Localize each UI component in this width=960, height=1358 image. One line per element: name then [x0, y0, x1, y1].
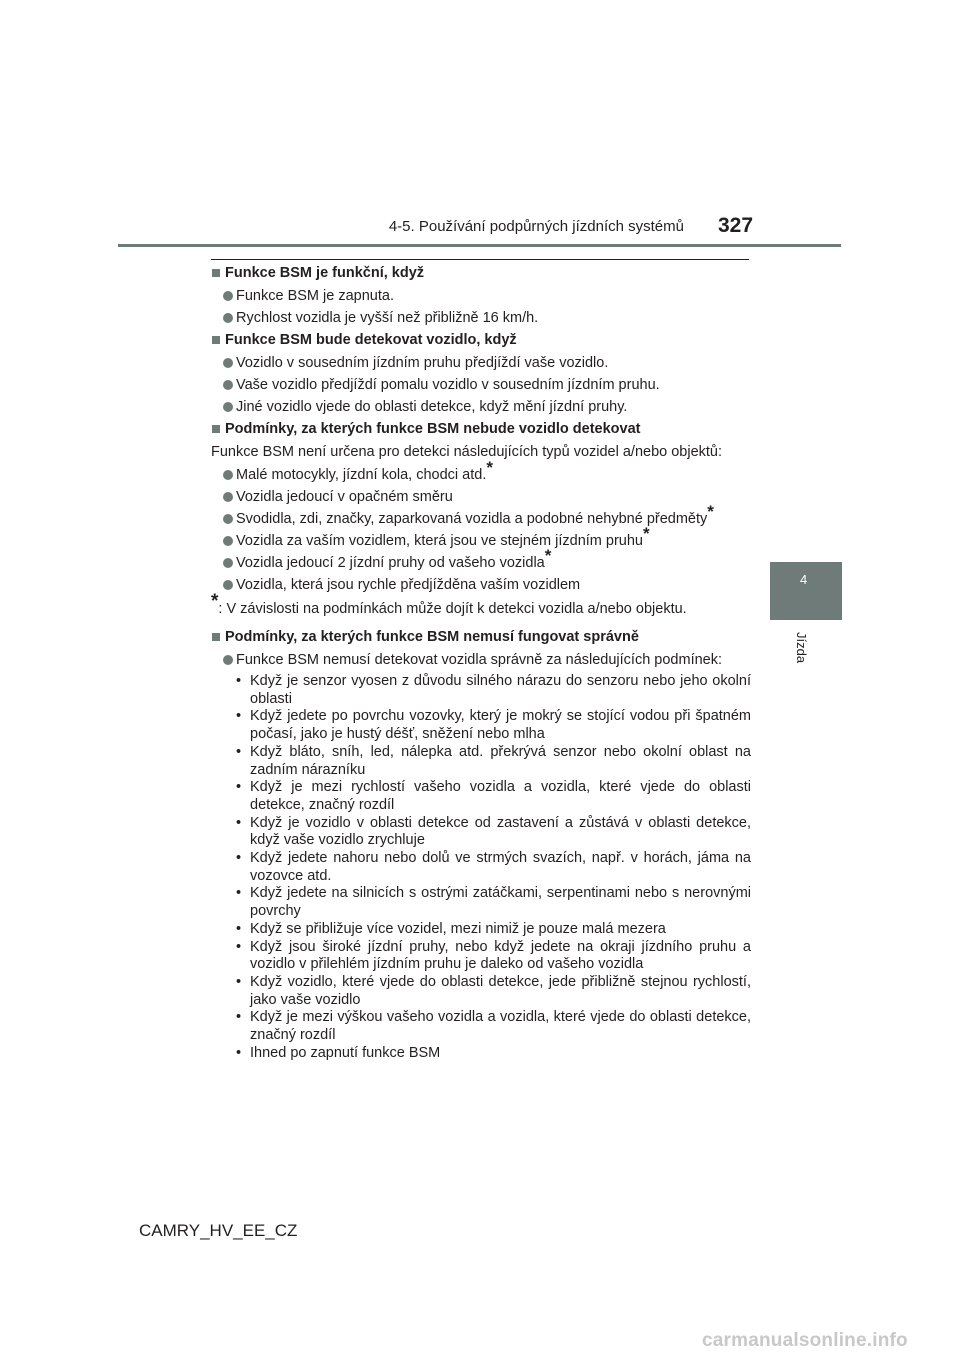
list-item-text: Vozidla jedoucí v opačném směru [236, 489, 453, 505]
section-heading [211, 420, 751, 438]
list-item-text: Funkce BSM je zapnuta. [236, 288, 394, 304]
condition-item: • Když jedete nahoru nebo dolů ve strmých svazích, např. v horách, jáma na vozovce atd. [234, 850, 751, 885]
square-bullet-icon [212, 633, 220, 641]
list-item [223, 376, 751, 394]
list-item-text: Vozidla jedoucí 2 jízdní pruhy od vašeho vozidla [236, 555, 545, 571]
circle-bullet-icon [223, 580, 233, 590]
list-item-text: Malé motocykly, jízdní kola, chodci atd. [236, 467, 487, 483]
circle-bullet-icon [223, 291, 233, 301]
condition-item: • Když bláto, sníh, led, nálepka atd. překrývá senzor nebo okolní oblast na zadním nárazníku [234, 744, 751, 779]
footnote-marker: * [707, 502, 714, 521]
list-item-text: Vozidlo v sousedním jízdním pruhu předjíždí vaše vozidlo. [236, 355, 609, 371]
condition-item: • Když vozidlo, které vjede do oblasti detekce, jede přibližně stejnou rychlostí, jako vaše vozidlo [234, 974, 751, 1009]
footnote-text: : V závislosti na podmínkách může dojít k detekci vozidla a/nebo objektu. [218, 601, 687, 617]
page-number: 327 [718, 214, 754, 237]
list-item-text: Rychlost vozidla je vyšší než přibližně 16 km/h. [236, 310, 539, 326]
footnote-marker: * [544, 546, 552, 565]
condition-item: • Když se přibližuje více vozidel, mezi nimiž je pouze malá mezera [234, 921, 751, 939]
watermark: carmanualsonline.info [702, 1330, 908, 1351]
section-heading [211, 264, 751, 282]
chapter-tab [770, 562, 842, 620]
circle-bullet-icon [223, 358, 233, 368]
condition-list [234, 673, 751, 1062]
condition-item: • Když jedete po povrchu vozovky, který je mokrý se stojící vodou při špatném počasí, jako je hustý déšť, sněžení nebo mlha [234, 708, 751, 743]
list-item [223, 524, 751, 550]
list-item [223, 287, 751, 305]
list-item-text: Svodidla, zdi, značky, zaparkovaná vozidla a podobné nehybné předměty [236, 511, 708, 527]
circle-bullet-icon [223, 536, 233, 546]
section-heading-text: Funkce BSM je funkční, když [225, 265, 425, 281]
square-bullet-icon [212, 269, 220, 277]
section-heading-text: Podmínky, za kterých funkce BSM nebude vozidlo detekovat [225, 421, 641, 437]
circle-bullet-icon [223, 380, 233, 390]
footnote-marker: * [642, 524, 650, 543]
chapter-label: Jízda [794, 632, 809, 664]
list-item-text: Vozidla za vaším vozidlem, která jsou ve stejném jízdním pruhu [236, 533, 643, 549]
footnote-marker: * [211, 591, 219, 612]
condition-item: • Když je mezi výškou vašeho vozidla a vozidla, které vjede do oblasti detekce, značný rozdíl [234, 1009, 751, 1044]
page-content [211, 264, 751, 1062]
document-code: CAMRY_HV_EE_CZ [139, 1221, 298, 1240]
condition-item: • Ihned po zapnutí funkce BSM [234, 1045, 751, 1063]
content-top-rule [211, 259, 749, 260]
list-item [223, 546, 751, 572]
footnote [211, 591, 751, 618]
list-item-text: Jiné vozidlo vjede do oblasti detekce, když mění jízdní pruhy. [236, 399, 628, 415]
section-heading [211, 628, 751, 646]
list-item [223, 309, 751, 327]
list-item [223, 354, 751, 372]
list-item-text: Vaše vozidlo předjíždí pomalu vozidlo v sousedním jízdním pruhu. [236, 377, 660, 393]
circle-bullet-icon [223, 514, 233, 524]
circle-bullet-icon [223, 558, 233, 568]
circle-bullet-icon [223, 470, 233, 480]
square-bullet-icon [212, 425, 220, 433]
list-item-text: Funkce BSM nemusí detekovat vozidla správně za následujících podmínek: [236, 652, 723, 668]
section-heading-text: Funkce BSM bude detekovat vozidlo, když [225, 332, 517, 348]
header-rule [118, 244, 841, 247]
condition-item: • Když je mezi rychlostí vašeho vozidla a vozidla, které vjede do oblasti detekce, značný rozdíl [234, 779, 751, 814]
list-item-text: Vozidla, která jsou rychle předjížděna vaším vozidlem [236, 577, 581, 593]
section-intro: Funkce BSM není určena pro detekci následujících typů vozidel a/nebo objektů: [211, 444, 723, 460]
section-heading [211, 331, 751, 349]
chapter-number: 4 [800, 572, 808, 587]
circle-bullet-icon [223, 492, 233, 502]
circle-bullet-icon [223, 655, 233, 665]
condition-item: • Když jedete na silnicích s ostrými zatáčkami, serpentinami nebo s nerovnými povrchy [234, 885, 751, 920]
list-item [223, 576, 751, 594]
list-item [223, 502, 751, 528]
list-item [223, 651, 751, 669]
condition-item: • Když jsou široké jízdní pruhy, nebo když jedete na okraji jízdního pruhu a vozidlo v přilehlém jízdním pruhu je daleko od vašeho vozidla [234, 939, 751, 974]
circle-bullet-icon [223, 402, 233, 412]
section-heading-text: Podmínky, za kterých funkce BSM nemusí fungovat správně [225, 629, 639, 645]
running-header-title: 4-5. Používání podpůrných jízdních systémů [388, 218, 684, 235]
condition-item: • Když je senzor vyosen z důvodu silného nárazu do senzoru nebo jeho okolní oblasti [234, 673, 751, 708]
list-item [223, 398, 751, 416]
list-item [223, 458, 751, 484]
square-bullet-icon [212, 336, 220, 344]
list-item [223, 488, 751, 506]
footnote-marker: * [486, 458, 493, 477]
circle-bullet-icon [223, 313, 233, 323]
condition-item: • Když je vozidlo v oblasti detekce od zastavení a zůstává v oblasti detekce, když vaše vozidlo zrychluje [234, 815, 751, 850]
